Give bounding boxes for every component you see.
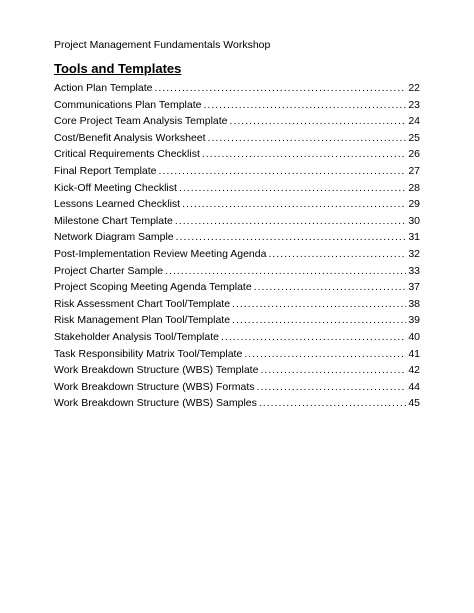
toc-entry-page-number: 31 (408, 231, 420, 244)
toc-entry-label: Lessons Learned Checklist (54, 198, 181, 211)
toc-entry-page-number: 45 (408, 397, 420, 410)
toc-leader-dots (268, 246, 406, 263)
toc-leader-dots (159, 163, 407, 180)
toc-entry-page-number: 39 (408, 314, 420, 327)
toc-entry[interactable] (54, 296, 420, 313)
toc-leader-dots (176, 229, 407, 246)
toc-leader-dots (232, 312, 406, 329)
toc-entry[interactable] (54, 263, 420, 280)
toc-entry-label: Stakeholder Analysis Tool/Template (54, 330, 219, 343)
toc-leader-dots (203, 97, 406, 114)
toc-entry-label: Final Report Template (54, 164, 157, 177)
toc-entry[interactable] (54, 130, 420, 147)
toc-entry-label: Work Breakdown Structure (WBS) Samples (54, 397, 257, 410)
toc-entry-page-number: 29 (408, 198, 420, 211)
toc-entry-label: Risk Management Plan Tool/Template (54, 314, 231, 327)
toc-entry-label: Work Breakdown Structure (WBS) Template (54, 364, 259, 377)
toc-entry-label: Work Breakdown Structure (WBS) Formats (54, 380, 255, 393)
toc-entry-page-number: 24 (408, 115, 420, 128)
toc-entry-page-number: 23 (408, 98, 420, 111)
toc-entry-label: Risk Assessment Chart Tool/Template (54, 297, 231, 310)
toc-leader-dots (257, 379, 407, 396)
toc-entry[interactable] (54, 196, 420, 213)
toc-entry[interactable] (54, 97, 420, 114)
toc-entry[interactable] (54, 312, 420, 329)
toc-entry-label: Cost/Benefit Analysis Worksheet (54, 131, 206, 144)
toc-entry-page-number: 41 (408, 347, 420, 360)
toc-entry-label: Post-Implementation Review Meeting Agenda (54, 247, 267, 260)
toc-leader-dots (175, 213, 406, 230)
toc-entry-label: Project Charter Sample (54, 264, 164, 277)
toc-entry-label: Kick-Off Meeting Checklist (54, 181, 177, 194)
toc-entry-page-number: 27 (408, 164, 420, 177)
toc-entry[interactable] (54, 180, 420, 197)
table-of-contents (54, 80, 420, 412)
toc-entry-page-number: 22 (408, 82, 420, 94)
toc-leader-dots (221, 329, 406, 346)
toc-entry[interactable] (54, 279, 420, 296)
toc-entry-page-number: 38 (408, 297, 420, 310)
toc-entry[interactable] (54, 163, 420, 180)
toc-entry-page-number: 25 (408, 131, 420, 144)
toc-entry-label: Core Project Team Analysis Template (54, 115, 228, 128)
toc-entry[interactable] (54, 80, 420, 97)
toc-entry-label: Project Scoping Meeting Agenda Template (54, 281, 252, 294)
toc-entry[interactable] (54, 246, 420, 263)
toc-leader-dots (254, 279, 407, 296)
toc-entry-page-number: 37 (408, 281, 420, 294)
document-header: Project Management Fundamentals Workshop (54, 39, 271, 51)
toc-leader-dots (165, 263, 406, 280)
toc-entry[interactable] (54, 346, 420, 363)
toc-entry-label: Action Plan Template (54, 82, 153, 94)
toc-entry-label: Critical Requirements Checklist (54, 148, 200, 161)
toc-entry-page-number: 26 (408, 148, 420, 161)
toc-entry-page-number: 33 (408, 264, 420, 277)
section-title: Tools and Templates (54, 61, 182, 76)
toc-entry[interactable] (54, 362, 420, 379)
toc-leader-dots (179, 180, 406, 197)
toc-entry-label: Network Diagram Sample (54, 231, 174, 244)
toc-leader-dots (230, 113, 407, 130)
toc-leader-dots (260, 362, 406, 379)
toc-entry-label: Task Responsibility Matrix Tool/Template (54, 347, 243, 360)
toc-leader-dots (259, 395, 406, 412)
toc-leader-dots (208, 130, 407, 147)
toc-entry[interactable] (54, 113, 420, 130)
toc-entry-page-number: 40 (408, 330, 420, 343)
toc-leader-dots (202, 146, 406, 163)
toc-entry[interactable] (54, 213, 420, 230)
toc-leader-dots (232, 296, 406, 313)
toc-leader-dots (244, 346, 406, 363)
toc-entry-page-number: 32 (408, 247, 420, 260)
toc-leader-dots (154, 80, 406, 97)
toc-entry-page-number: 30 (408, 214, 420, 227)
toc-leader-dots (182, 196, 406, 213)
toc-entry[interactable] (54, 229, 420, 246)
toc-entry[interactable] (54, 379, 420, 396)
toc-entry-page-number: 42 (408, 364, 420, 377)
toc-entry-page-number: 44 (408, 380, 420, 393)
toc-entry[interactable] (54, 329, 420, 346)
toc-entry-label: Milestone Chart Template (54, 214, 173, 227)
toc-entry-page-number: 28 (408, 181, 420, 194)
toc-entry[interactable] (54, 146, 420, 163)
toc-entry[interactable] (54, 395, 420, 412)
toc-entry-label: Communications Plan Template (54, 98, 202, 111)
